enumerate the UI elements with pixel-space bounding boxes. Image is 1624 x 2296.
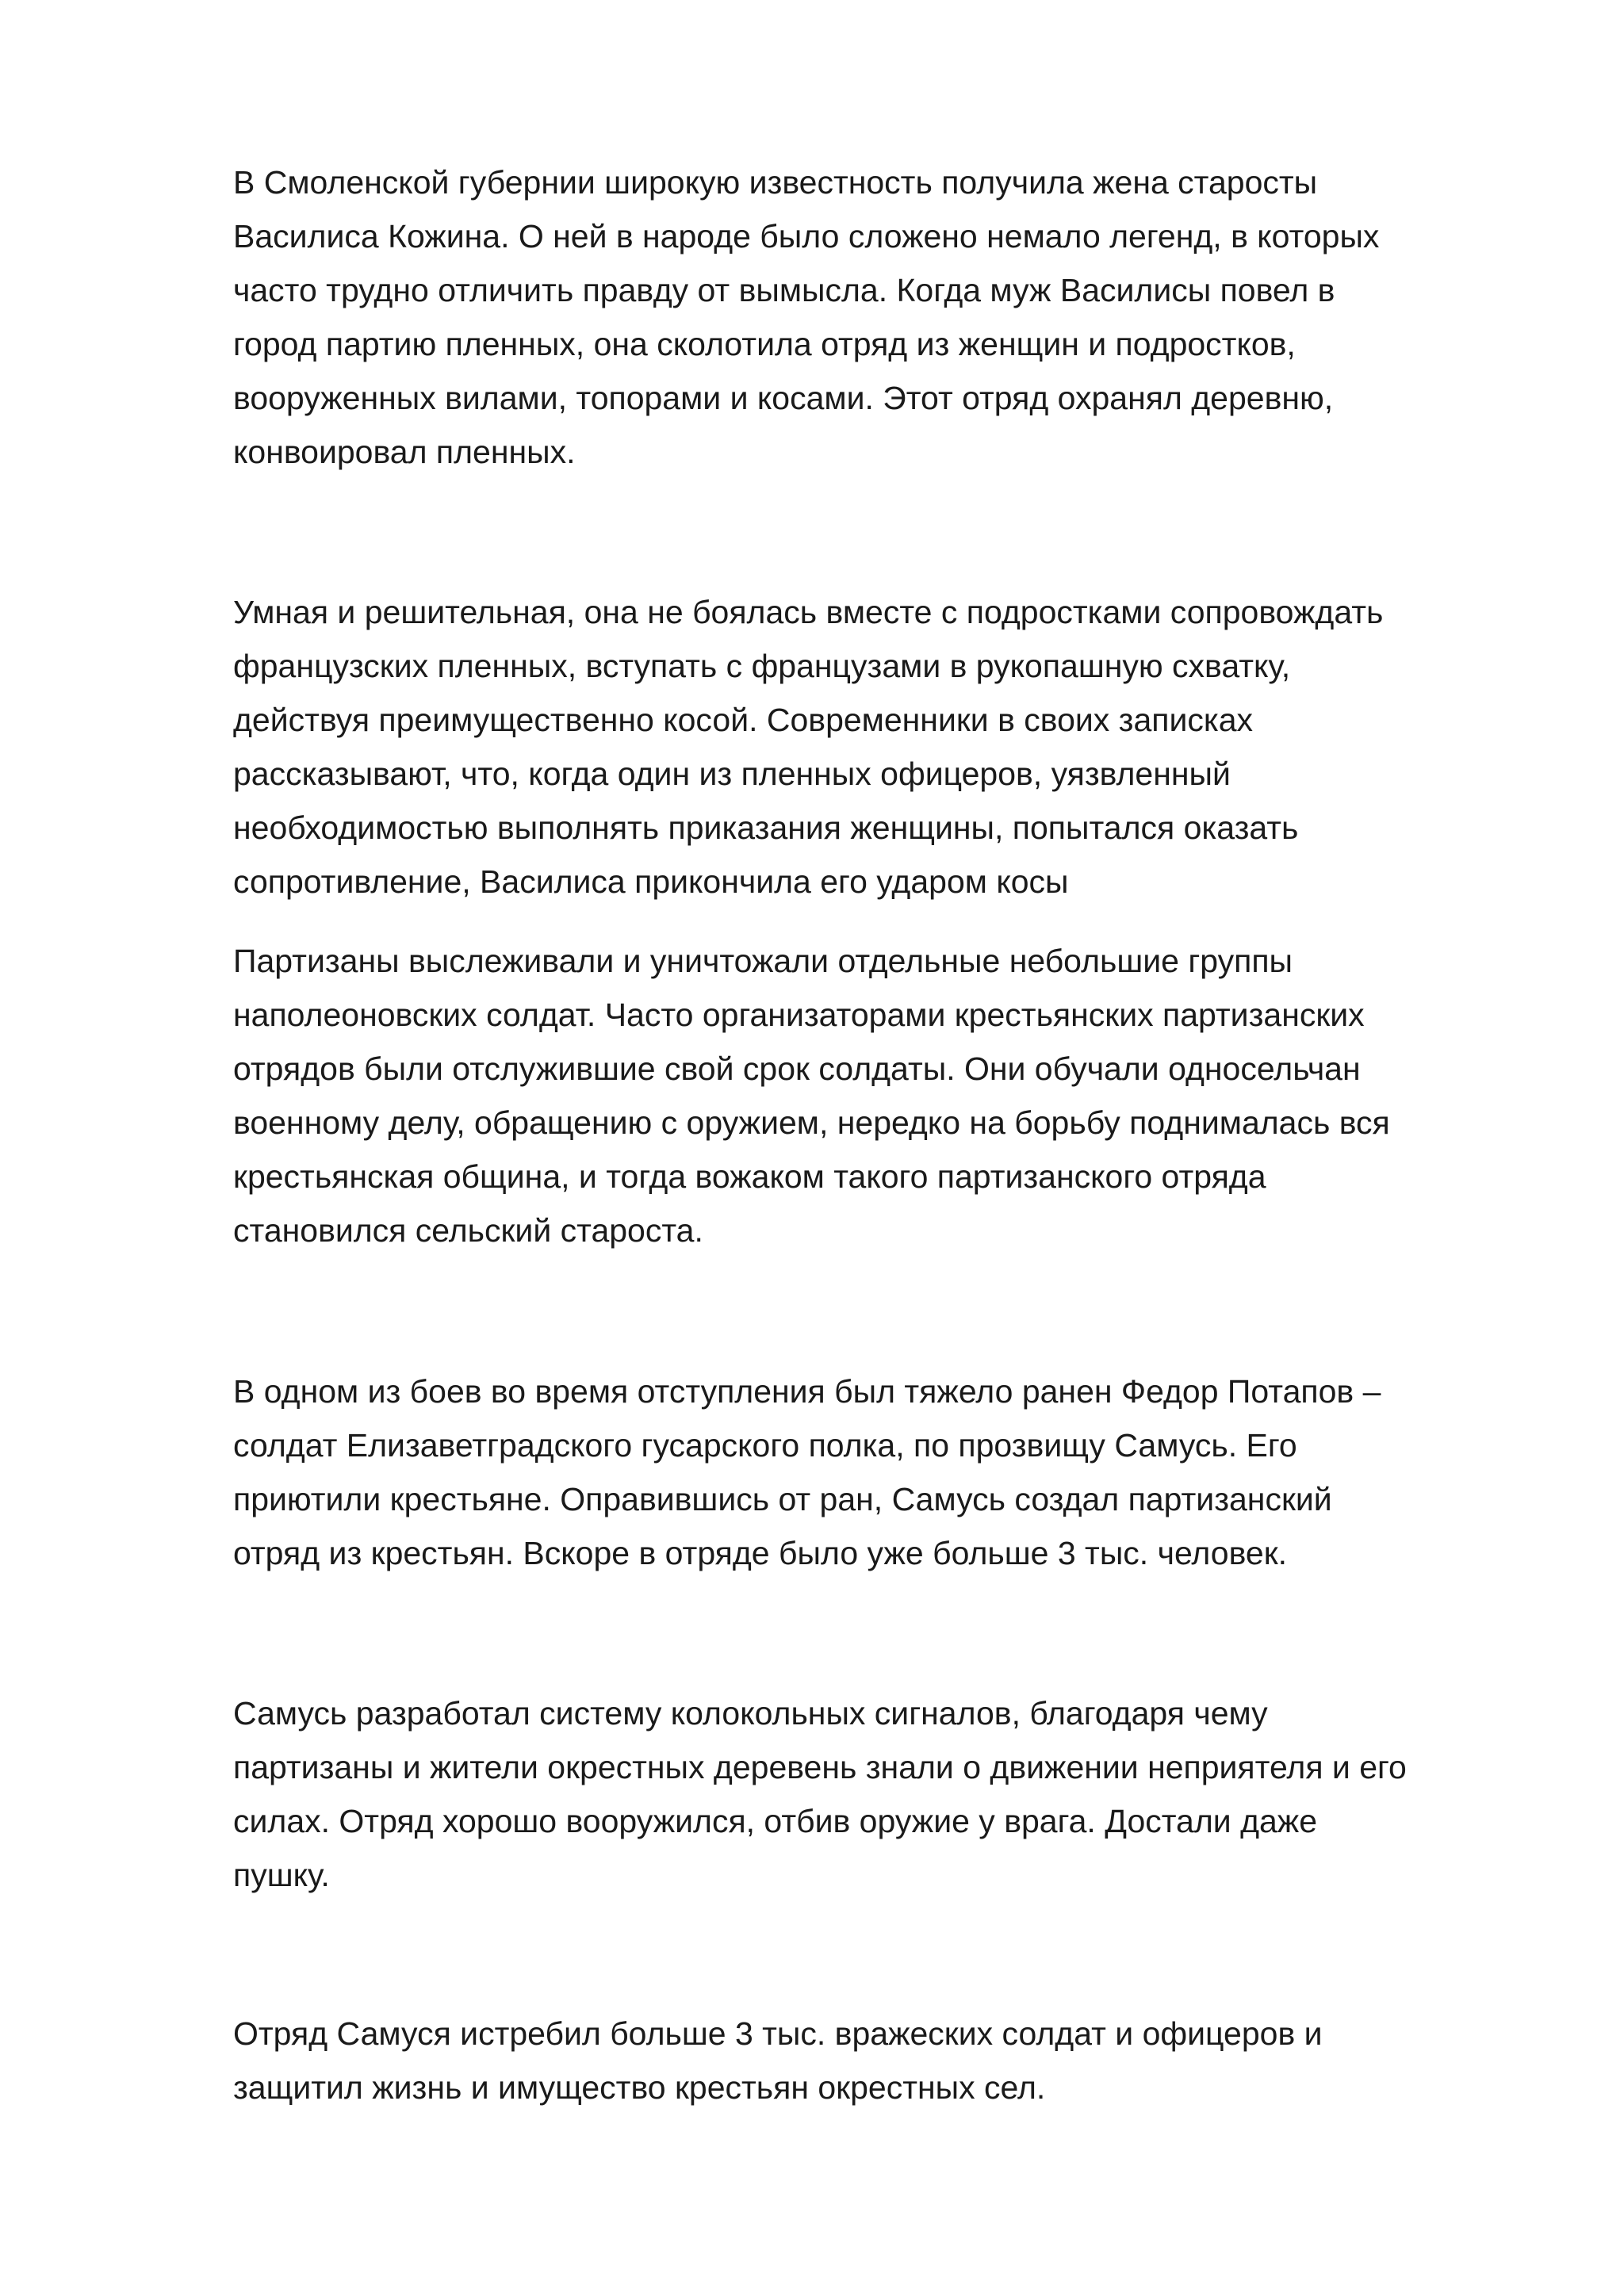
paragraph-partisans: Партизаны выслеживали и уничтожали отдельные небольшие группы наполеоновских солдат. Часто организаторами крестьянских партизанских отрядов были отслужившие свой срок солдаты. Они обучали односельчан военному делу, обращению с оружием, нередко на борьбу поднималась вся крестьянская община, и тогда вожаком такого партизанского отряда становился сельский староста.	[233, 943, 1390, 1249]
paragraph-bell-signals: Самусь разработал систему колокольных сигналов, благодаря чему партизаны и жители окрестных деревень знали о движении неприятеля и его силах. Отряд хорошо вооружился, отбив оружие у врага. Достали даже пушку.	[233, 1695, 1407, 1893]
paragraph-vasilisa-courage: Умная и решительная, она не боялась вместе с подростками сопровождать французских пленных, вступать с французами в рукопашную схватку, действуя преимущественно косой. Современники в своих записках рассказывают, что, когда один из пленных офицеров, уязвленный необходимостью выполнять приказания женщины, попытался оказать сопротивление, Василиса прикончила его ударом косы	[233, 594, 1384, 900]
paragraph-samus-detachment: Отряд Самуся истребил больше 3 тыс. вражеских солдат и офицеров и защитил жизнь и имущество крестьян окрестных сел.	[233, 2015, 1323, 2106]
paragraph-vasilisa-kozhina: В Смоленской губернии широкую известность получила жена старосты Василиса Кожина. О ней в народе было сложено немало легенд, в которых часто трудно отличить правду от вымысла. Когда муж Василисы повел в город партию пленных, она сколотила отряд из женщин и подростков, вооруженных вилами, топорами и косами. Этот отряд охранял деревню, конвоировал пленных.	[233, 164, 1380, 470]
paragraph-fedor-potapov: В одном из боев во время отступления был тяжело ранен Федор Потапов – солдат Елизаветградского гусарского полка, по прозвищу Самусь. Его приютили крестьяне. Оправившись от ран, Самусь создал партизанский отряд из крестьян. Вскоре в отряде было уже больше 3 тыс. человек.	[233, 1373, 1381, 1571]
